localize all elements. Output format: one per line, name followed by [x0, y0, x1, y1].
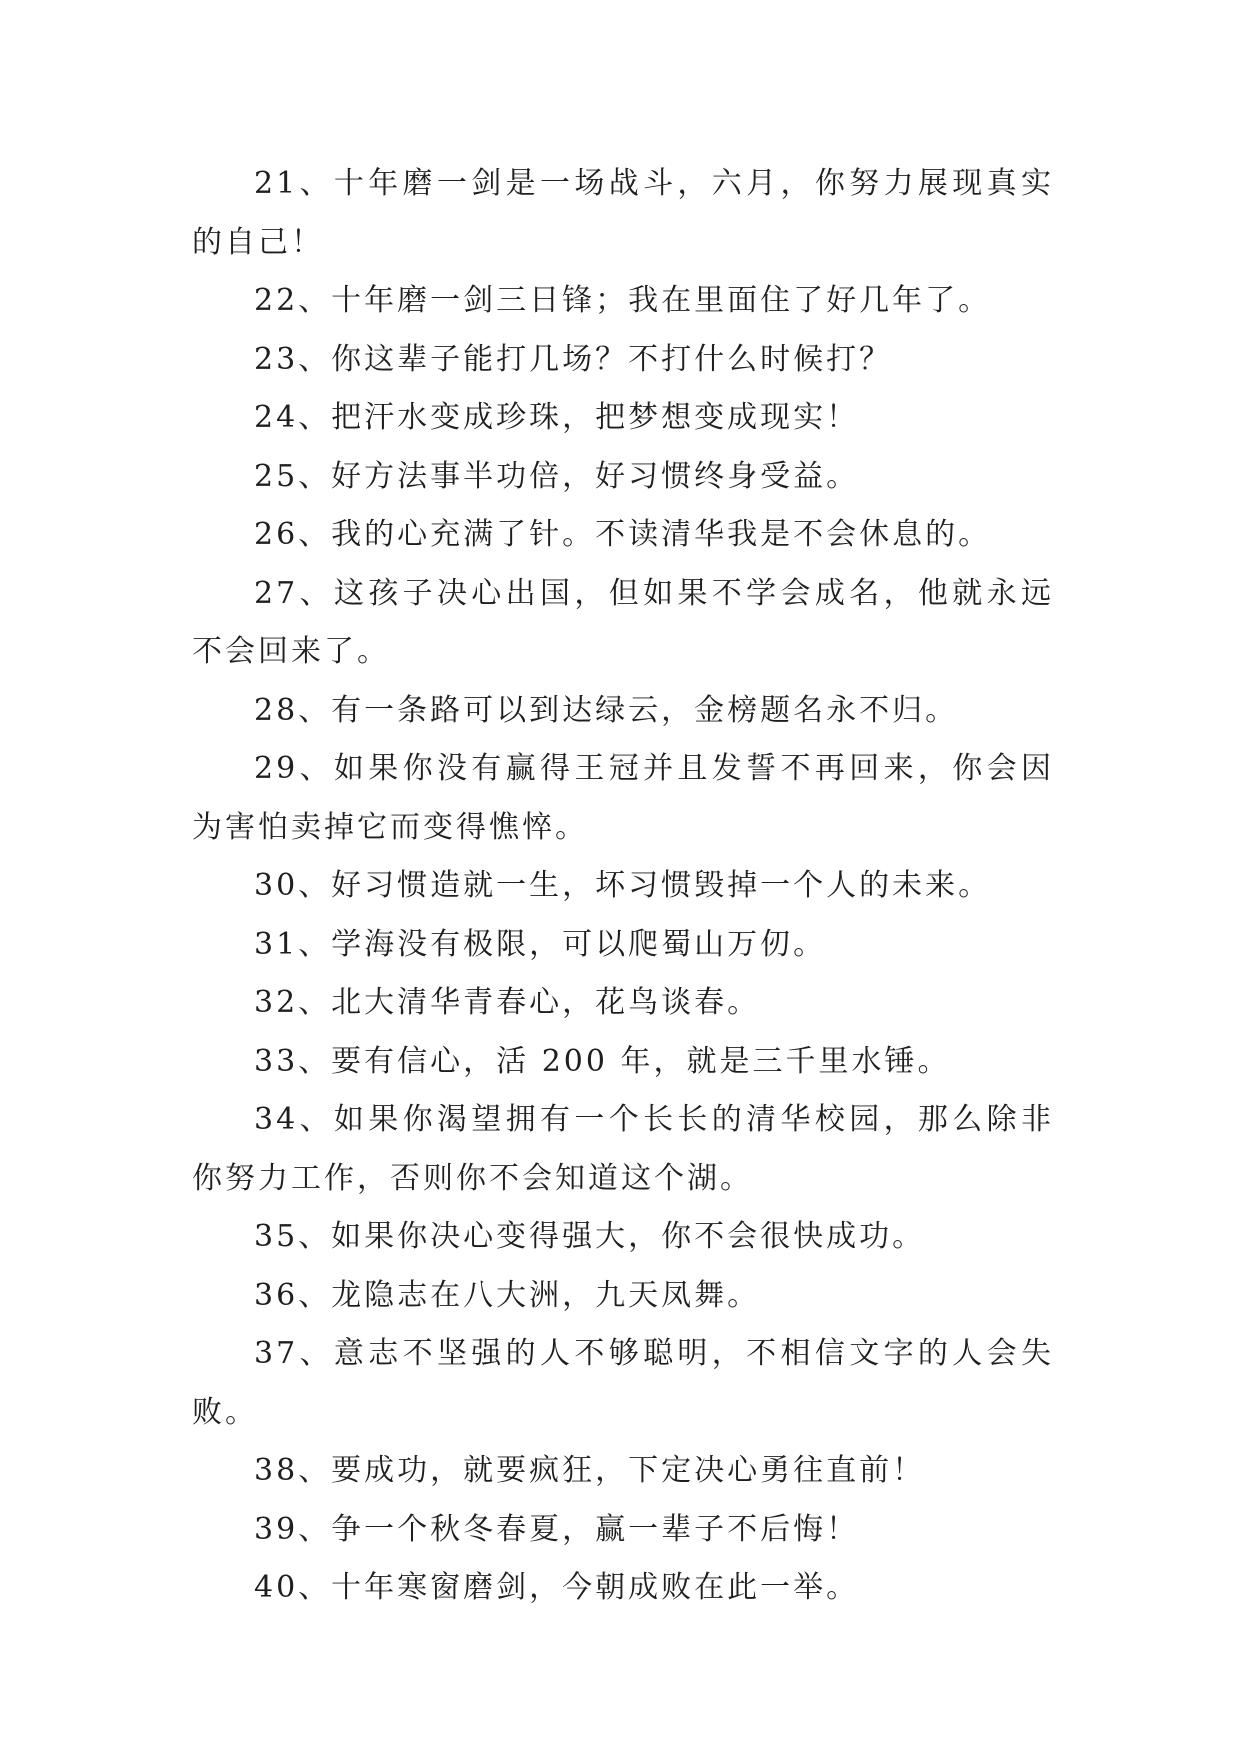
paragraph-32: 32、北大清华青春心，花鸟谈春。 — [254, 985, 761, 1020]
paragraph-27: 27、这孩子决心出国，但如果不学会成名，他就永远不会回来了。 — [192, 575, 1054, 669]
paragraph-35: 35、如果你决心变得强大，你不会很快成功。 — [254, 1219, 926, 1254]
paragraph-26: 26、我的心充满了针。不读清华我是不会休息的。 — [254, 517, 992, 552]
paragraph-40: 40、十年寒窗磨剑，今朝成败在此一举。 — [254, 1570, 860, 1605]
paragraph-21: 21、十年磨一剑是一场战斗，六月，你努力展现真实的自己！ — [192, 166, 1054, 260]
paragraph-36: 36、龙隐志在八大洲，九天凤舞。 — [254, 1277, 761, 1313]
paragraph-29: 29、如果你没有赢得王冠并且发誓不再回来，你会因为害怕卖掉它而变得憔悴。 — [192, 751, 1054, 845]
paragraph-34: 34、如果你渴望拥有一个长长的清华校园，那么除非你努力工作，否则你不会知道这个湖。 — [192, 1102, 1054, 1196]
paragraph-23: 23、你这辈子能打几场？不打什么时候打？ — [254, 341, 893, 377]
paragraph-33: 33、要有信心，活 200 年，就是三千里水锤。 — [254, 1043, 951, 1079]
paragraph-24: 24、把汗水变成珍珠，把梦想变成现实！ — [254, 400, 860, 435]
paragraph-37: 37、意志不坚强的人不够聪明，不相信文字的人会失败。 — [192, 1336, 1054, 1430]
document-body — [192, 155, 1054, 1618]
paragraph-39: 39、争一个秋冬春夏，赢一辈子不后悔！ — [254, 1511, 860, 1547]
paragraph-28: 28、有一条路可以到达绿云，金榜题名永不归。 — [254, 692, 959, 728]
paragraph-22: 22、十年磨一剑三日锋；我在里面住了好几年了。 — [254, 283, 992, 318]
paragraph-31: 31、学海没有极限，可以爬蜀山万仞。 — [254, 926, 827, 962]
paragraph-30: 30、好习惯造就一生，坏习惯毁掉一个人的未来。 — [254, 868, 992, 903]
paragraph-38: 38、要成功，就要疯狂，下定决心勇往直前！ — [254, 1453, 926, 1488]
paragraph-25: 25、好方法事半功倍，好习惯终身受益。 — [254, 458, 860, 494]
